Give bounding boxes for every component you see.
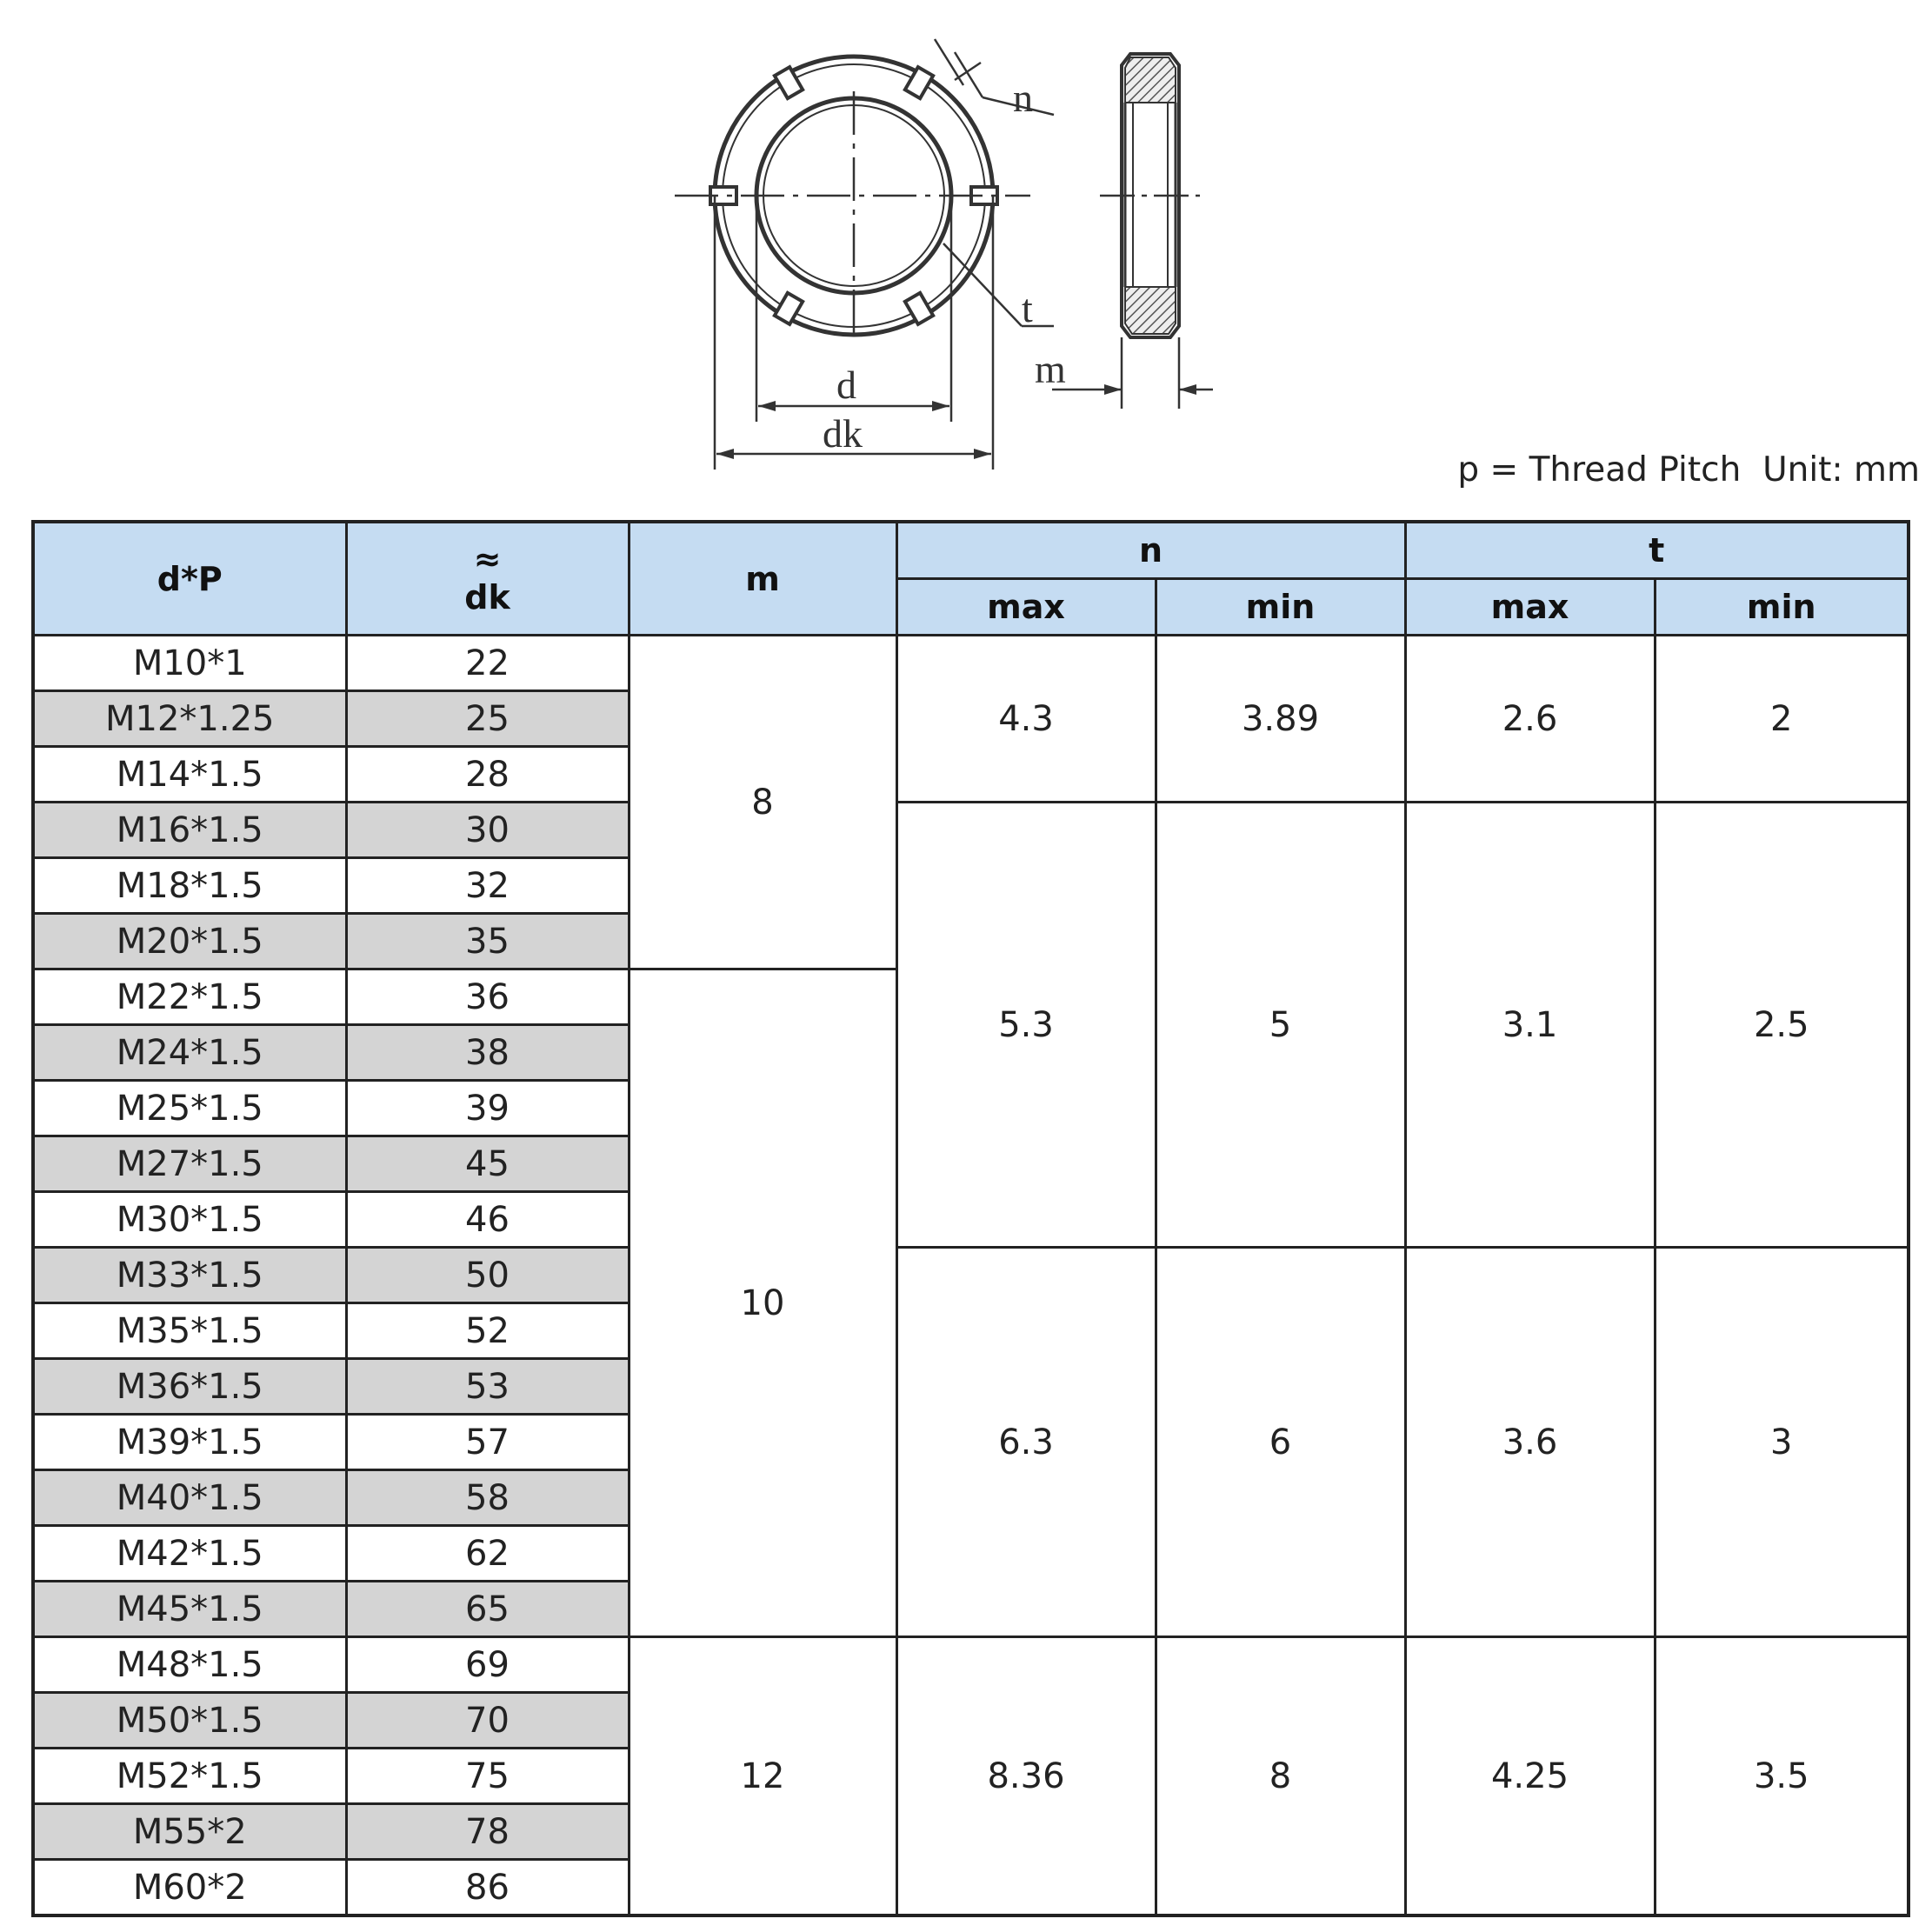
cell-dk: 57 — [346, 1415, 629, 1470]
cell-dk: 65 — [346, 1582, 629, 1637]
cell-dk: 50 — [346, 1248, 629, 1303]
cell-size: M52*1.5 — [33, 1749, 346, 1804]
label-n: n — [1013, 76, 1033, 120]
cell-n-max: 5.3 — [896, 803, 1156, 1248]
table-row — [33, 803, 1909, 858]
cell-dk: 39 — [346, 1081, 629, 1136]
header-size: d*P — [33, 522, 346, 636]
cell-m: 12 — [629, 1637, 896, 1916]
cell-n-max: 4.3 — [896, 636, 1156, 803]
label-m: m — [1035, 347, 1066, 391]
cell-m: 8 — [629, 636, 896, 969]
cell-dk: 38 — [346, 1025, 629, 1081]
cell-size: M36*1.5 — [33, 1359, 346, 1415]
label-t: t — [1022, 286, 1033, 330]
cell-dk: 70 — [346, 1693, 629, 1749]
cell-size: M35*1.5 — [33, 1303, 346, 1359]
cell-dk: 78 — [346, 1804, 629, 1860]
header-t-max: max — [1405, 579, 1655, 636]
cell-size: M18*1.5 — [33, 858, 346, 914]
cell-n-min: 8 — [1156, 1637, 1405, 1916]
cell-n-min: 5 — [1156, 803, 1405, 1248]
cell-size: M22*1.5 — [33, 969, 346, 1025]
cell-size: M50*1.5 — [33, 1693, 346, 1749]
cell-dk: 25 — [346, 691, 629, 747]
cell-size: M33*1.5 — [33, 1248, 346, 1303]
table-row — [33, 1248, 1909, 1303]
cell-dk: 22 — [346, 636, 629, 691]
cell-dk: 69 — [346, 1637, 629, 1693]
cell-n-max: 8.36 — [896, 1637, 1156, 1916]
cell-dk: 52 — [346, 1303, 629, 1359]
cell-t-max: 2.6 — [1405, 636, 1655, 803]
cell-dk: 32 — [346, 858, 629, 914]
unit-note: p = Thread Pitch Unit: mm — [1457, 450, 1920, 490]
cell-t-min: 2 — [1655, 636, 1909, 803]
cell-n-min: 6 — [1156, 1248, 1405, 1637]
cell-dk: 62 — [346, 1526, 629, 1582]
header-n: n — [896, 522, 1405, 579]
cell-t-max: 4.25 — [1405, 1637, 1655, 1916]
cell-dk: 30 — [346, 803, 629, 858]
header-n-min: min — [1156, 579, 1405, 636]
cell-n-min: 3.89 — [1156, 636, 1405, 803]
label-dk: dk — [823, 411, 863, 456]
header-dk-approx: ≈ — [473, 539, 502, 578]
cell-size: M42*1.5 — [33, 1526, 346, 1582]
table-row — [33, 636, 1909, 691]
cell-size: M14*1.5 — [33, 747, 346, 803]
cell-dk: 53 — [346, 1359, 629, 1415]
header-dk — [346, 522, 629, 636]
cell-size: M25*1.5 — [33, 1081, 346, 1136]
cell-size: M16*1.5 — [33, 803, 346, 858]
label-d: d — [836, 363, 856, 407]
cell-t-min: 2.5 — [1655, 803, 1909, 1248]
cell-size: M10*1 — [33, 636, 346, 691]
spec-table — [31, 520, 1910, 1917]
cell-size: M24*1.5 — [33, 1025, 346, 1081]
cell-t-max: 3.1 — [1405, 803, 1655, 1248]
cell-size: M60*2 — [33, 1860, 346, 1916]
cell-dk: 45 — [346, 1136, 629, 1192]
cell-dk: 28 — [346, 747, 629, 803]
cell-dk: 46 — [346, 1192, 629, 1248]
cell-size: M20*1.5 — [33, 914, 346, 969]
table-row — [33, 1637, 1909, 1693]
cell-dk: 35 — [346, 914, 629, 969]
cell-size: M30*1.5 — [33, 1192, 346, 1248]
cell-size: M55*2 — [33, 1804, 346, 1860]
cell-n-max: 6.3 — [896, 1248, 1156, 1637]
cell-t-max: 3.6 — [1405, 1248, 1655, 1637]
header-n-max: max — [896, 579, 1156, 636]
cell-size: M39*1.5 — [33, 1415, 346, 1470]
cell-size: M40*1.5 — [33, 1470, 346, 1526]
slotted-round-nut-drawing — [0, 0, 1932, 487]
table-body — [33, 636, 1909, 1916]
side-view — [1052, 54, 1213, 409]
header-t: t — [1405, 522, 1909, 579]
cell-size: M45*1.5 — [33, 1582, 346, 1637]
cell-dk: 86 — [346, 1860, 629, 1916]
header-dk-label: dk — [464, 577, 510, 616]
cell-size: M48*1.5 — [33, 1637, 346, 1693]
header-t-min: min — [1655, 579, 1909, 636]
header-m: m — [629, 522, 896, 636]
cell-dk: 36 — [346, 969, 629, 1025]
cell-size: M12*1.25 — [33, 691, 346, 747]
cell-size: M27*1.5 — [33, 1136, 346, 1192]
front-view — [675, 39, 1054, 470]
cell-t-min: 3 — [1655, 1248, 1909, 1637]
cell-dk: 58 — [346, 1470, 629, 1526]
cell-m: 10 — [629, 969, 896, 1637]
cell-t-min: 3.5 — [1655, 1637, 1909, 1916]
cell-dk: 75 — [346, 1749, 629, 1804]
